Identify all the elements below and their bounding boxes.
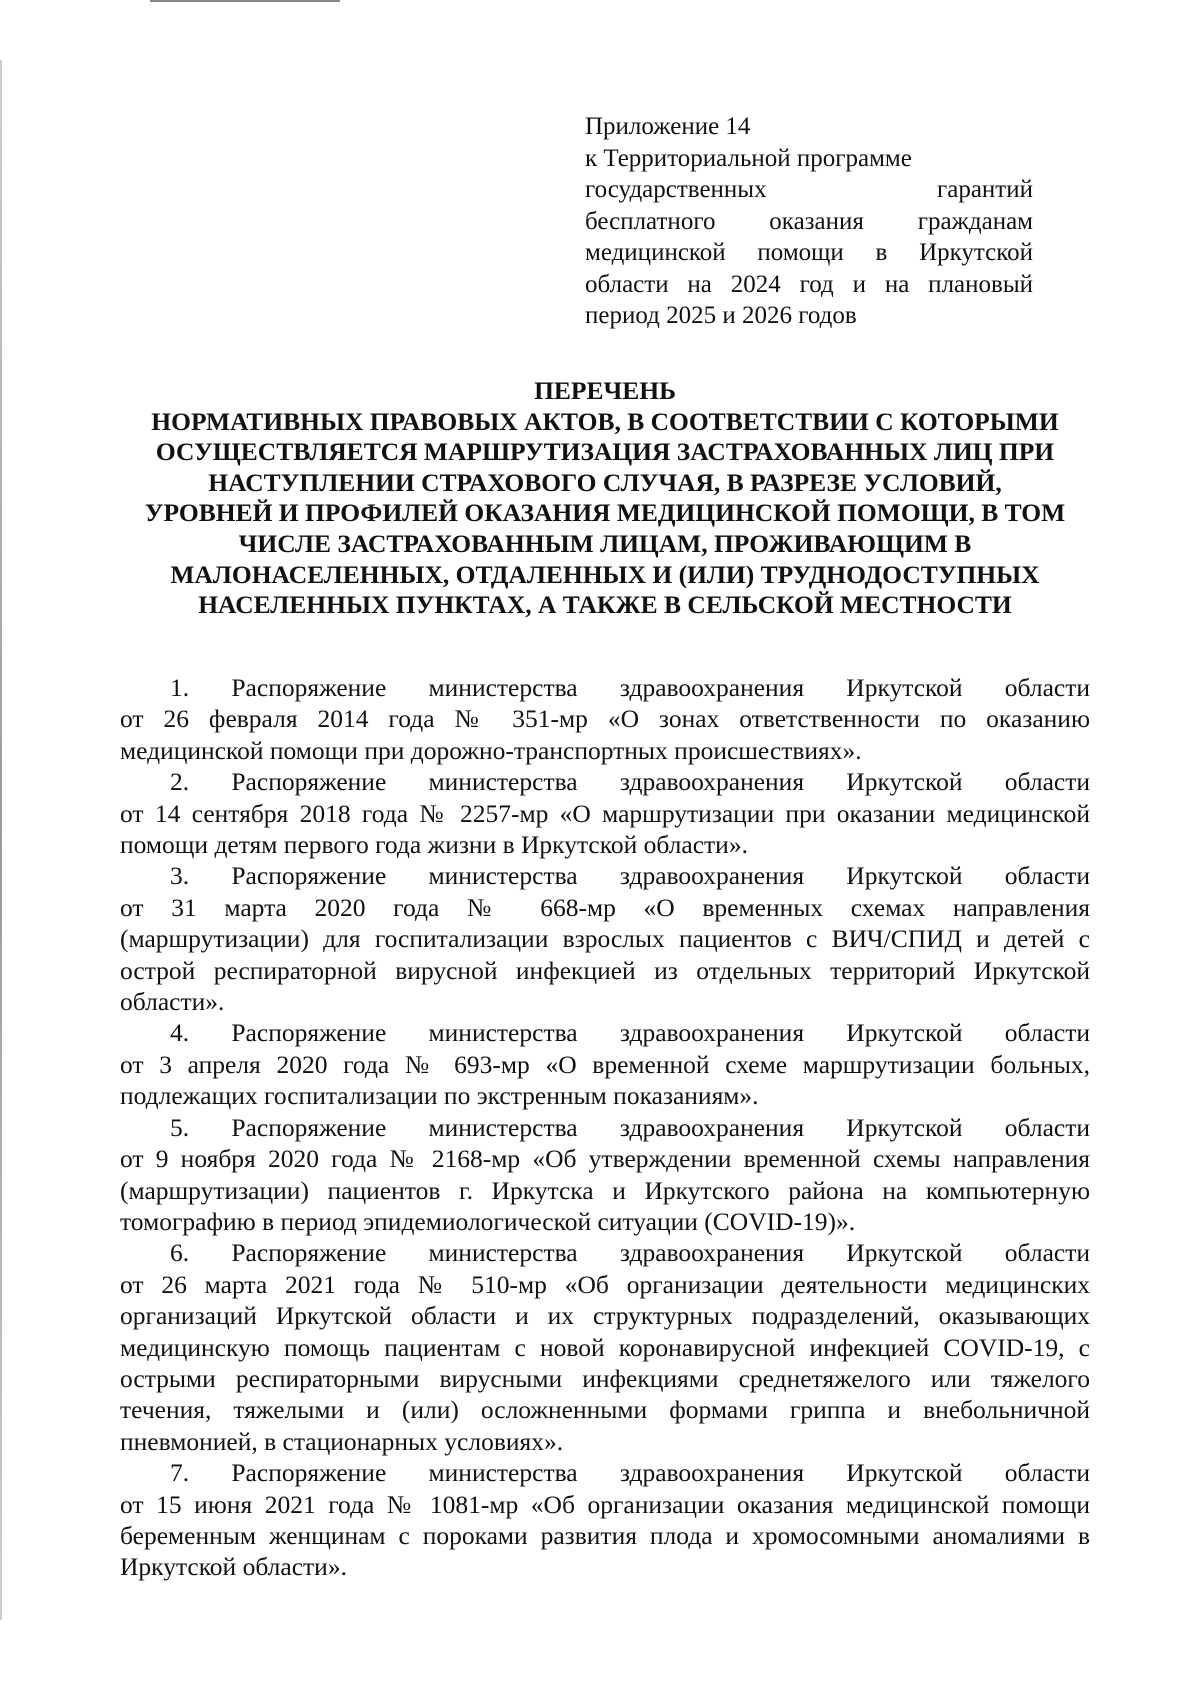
title-line: ПЕРЕЧЕНЬ	[534, 376, 676, 405]
title-line: ЧИСЛЕ ЗАСТРАХОВАННЫМ ЛИЦАМ, ПРОЖИВАЮЩИМ В	[238, 528, 972, 558]
title-line: НОРМАТИВНЫХ ПРАВОВЫХ АКТОВ, В СООТВЕТСТВИИ С КОТОРЫМИ	[151, 406, 1059, 436]
title-line: ОСУЩЕСТВЛЯЕТСЯ МАРШРУТИЗАЦИЯ ЗАСТРАХОВАННЫХ ЛИЦ ПРИ	[155, 437, 1055, 467]
item-line: медицинскую помощь пациентам с новой коронавирусной инфекцией COVID-19, с	[120, 1332, 1090, 1362]
list-item	[120, 1017, 1090, 1111]
list-item	[120, 1112, 1090, 1238]
scan-left-edge	[0, 60, 2, 1620]
item-line: томографию в период эпидемиологической ситуации (COVID-19)».	[120, 1206, 856, 1236]
title-line: МАЛОНАСЕЛЕННЫХ, ОТДАЛЕННЫХ И (ИЛИ) ТРУДНОДОСТУПНЫХ	[170, 559, 1040, 589]
item-line: от 31 марта 2020 года № 668-мр «О временных схемах направления	[120, 892, 1090, 922]
item-line: 3. Распоряжение министерства здравоохранения Иркутской области	[170, 861, 1090, 891]
item-line: 6. Распоряжение министерства здравоохранения Иркутской области	[170, 1238, 1090, 1268]
acts-list	[120, 672, 1090, 1583]
list-item	[120, 1237, 1090, 1457]
title-line: УРОВНЕЙ И ПРОФИЛЕЙ ОКАЗАНИЯ МЕДИЦИНСКОЙ ПОМОЩИ, В ТОМ	[144, 498, 1066, 528]
appendix-line: Приложение 14	[585, 113, 751, 140]
list-item	[120, 672, 1090, 766]
scan-top-edge	[150, 0, 340, 2]
item-line: от 26 марта 2021 года № 510-мр «Об организации деятельности медицинских	[120, 1269, 1090, 1299]
item-line: помощи детям первого года жизни в Иркутской области».	[120, 830, 748, 860]
item-line: области».	[120, 987, 225, 1017]
appendix-note	[585, 111, 1033, 332]
title-line: НАСЕЛЕННЫХ ПУНКТАХ, А ТАКЖЕ В СЕЛЬСКОЙ МЕСТНОСТИ	[198, 590, 1012, 620]
title-line: НАСТУПЛЕНИИ СТРАХОВОГО СЛУЧАЯ, В РАЗРЕЗЕ УСЛОВИЙ,	[208, 467, 1002, 497]
appendix-line: бесплатного оказания гражданам	[585, 207, 1033, 235]
item-line: от 15 июня 2021 года № 1081-мр «Об организации оказания медицинской помощи	[120, 1489, 1090, 1519]
item-line: пневмонией, в стационарных условиях».	[120, 1426, 564, 1456]
item-line: течения, тяжелыми и (или) осложненными формами гриппа и внебольничной	[120, 1395, 1090, 1425]
appendix-line: области на 2024 год и на плановый	[585, 270, 1033, 298]
list-item	[120, 860, 1090, 1017]
list-item	[120, 766, 1090, 860]
appendix-line: медицинской помощи в Иркутской	[585, 239, 1033, 266]
appendix-line: государственных гарантий	[585, 176, 1033, 203]
item-line: 7. Распоряжение министерства здравоохранения Иркутской области	[170, 1458, 1090, 1488]
item-line: от 26 февраля 2014 года № 351-мр «О зонах ответственности по оказанию	[120, 704, 1090, 734]
item-line: организаций Иркутской области и их структурных подразделений, оказывающих	[120, 1301, 1090, 1331]
item-line: (маршрутизации) пациентов г. Иркутска и Иркутского района на компьютерную	[120, 1175, 1090, 1205]
item-line: от 3 апреля 2020 года № 693-мр «О временной схеме маршрутизации больных,	[120, 1049, 1090, 1079]
appendix-line: к Территориальной программе	[585, 144, 912, 172]
item-line: 1. Распоряжение министерства здравоохранения Иркутской области	[170, 673, 1090, 702]
document-title	[120, 376, 1090, 621]
item-line: от 9 ноября 2020 года № 2168-мр «Об утверждении временной схемы направления	[120, 1144, 1090, 1174]
item-line: Иркутской области».	[120, 1552, 347, 1582]
item-line: острыми респираторными вирусными инфекциями среднетяжелого или тяжелого	[120, 1363, 1090, 1393]
item-line: 2. Распоряжение министерства здравоохранения Иркутской области	[170, 767, 1090, 797]
appendix-line: период 2025 и 2026 годов	[585, 302, 857, 329]
item-line: 4. Распоряжение министерства здравоохранения Иркутской области	[170, 1018, 1090, 1048]
item-line: острой респираторной вирусной инфекцией из отдельных территорий Иркутской	[120, 955, 1090, 985]
item-line: беременным женщинам с пороками развития плода и хромосомными аномалиями в	[120, 1520, 1090, 1550]
list-item	[120, 1457, 1090, 1583]
item-line: от 14 сентября 2018 года № 2257-мр «О маршрутизации при оказании медицинской	[120, 798, 1090, 828]
item-line: (маршрутизации) для госпитализации взрослых пациентов с ВИЧ/СПИД и детей с	[120, 924, 1090, 954]
item-line: подлежащих госпитализации по экстренным показаниям».	[120, 1081, 759, 1111]
item-line: 5. Распоряжение министерства здравоохранения Иркутской области	[170, 1112, 1090, 1142]
item-line: медицинской помощи при дорожно-транспортных происшествиях».	[120, 735, 862, 765]
